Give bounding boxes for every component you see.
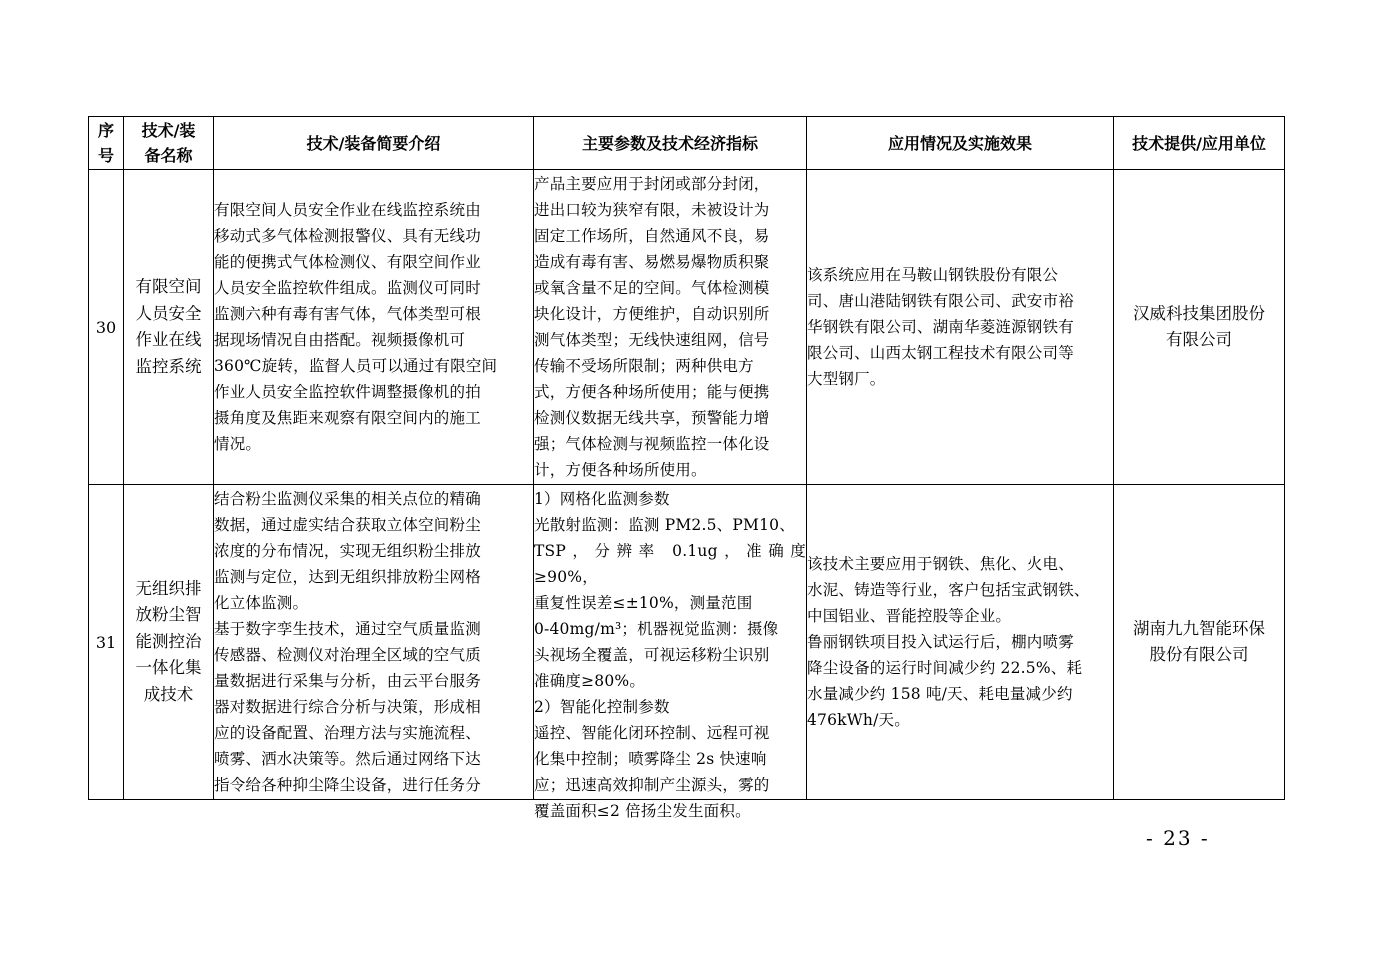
tech-name: 无组织排 放粉尘智 能测控治 一体化集 成技术 <box>124 485 214 800</box>
row-number: 31 <box>89 485 124 800</box>
tech-intro-cell <box>214 485 534 800</box>
page-number: - 23 - <box>1146 826 1210 850</box>
table-row <box>89 485 1285 800</box>
tech-application-cell <box>807 170 1114 485</box>
tech-provider: 湖南九九智能环保 股份有限公司 <box>1114 485 1285 800</box>
header-intro: 技术/装备简要介绍 <box>214 117 534 170</box>
tech-params-cell <box>534 170 807 485</box>
tech-application: 该技术主要应用于钢铁、焦化、火电、 水泥、铸造等行业，客户包括宝武钢铁、 中国铝业、晋能控股等企业。 鲁丽钢铁项目投入试运行后，棚内喷雾 降尘设备的运行时间减少约 22.5%、耗 水量减少约 158 吨/天、耗电量减少约 476kWh/天。 <box>807 555 1090 729</box>
table-row <box>89 170 1285 485</box>
header-params: 主要参数及技术经济指标 <box>534 117 807 170</box>
tech-intro: 结合粉尘监测仪采集的相关点位的精确 数据，通过虚实结合获取立体空间粉尘 浓度的分布情况，实现无组织粉尘排放 监测与定位，达到无组织排放粉尘网格 化立体监测。 基于数字孪生技术，通过空气质量监测 传感器、检测仪对治理全区域的空气质 量数据进行采集与分析，由云平台服务 器对数据进行综合分析与决策，形成相 应的设备配置、治理方法与实施流程、 喷雾、洒水决策等。然后通过网络下达 指令给各种抑尘降尘设备，进行任务分 <box>214 490 481 794</box>
tech-params-cell <box>534 485 807 820</box>
tech-name: 有限空间 人员安全 作业在线 监控系统 <box>124 170 214 485</box>
technology-table <box>88 116 1285 820</box>
header-name: 技术/装 备名称 <box>124 117 214 170</box>
tech-intro-cell <box>214 170 534 485</box>
header-index: 序 号 <box>89 117 124 170</box>
tech-provider: 汉威科技集团股份 有限公司 <box>1114 170 1285 485</box>
row-number: 30 <box>89 170 124 485</box>
table-header-row <box>89 117 1285 170</box>
tech-intro: 有限空间人员安全作业在线监控系统由 移动式多气体检测报警仪、具有无线功 能的便携式气体检测仪、有限空间作业 人员安全监控软件组成。监测仪可同时 监测六种有毒有害气体，气体类型可根 据现场情况自由搭配。视频摄像机可 360℃旋转，监督人员可以通过有限空间 作业人员安全监控软件调整摄像机的拍 摄角度及焦距来观察有限空间内的施工 情况。 <box>214 201 498 453</box>
header-provider: 技术提供/应用单位 <box>1114 117 1285 170</box>
tech-application: 该系统应用在马鞍山钢铁股份有限公 司、唐山港陆钢铁有限公司、武安市裕 华钢铁有限公司、湖南华菱涟源钢铁有 限公司、山西太钢工程技术有限公司等 大型钢厂。 <box>807 266 1074 388</box>
tech-application-cell <box>807 485 1114 800</box>
tech-params: 1）网格化监测参数 光散射监测：监测 PM2.5、PM10、 TSP，分辨率 0.1ug，准确度≥90%， 重复性误差≤±10%，测量范围 0-40mg/m³；机器视觉监测：摄像 头视场全覆盖，可视运移粉尘识别 准确度≥80%。 2）智能化控制参数 遥控、智能化闭环控制、远程可视 化集中控制；喷雾降尘 2s 快速响 应；迅速高效抑制产尘源头，雾的 覆盖面积≤2 倍扬尘发生面积。 <box>534 490 806 820</box>
tech-params: 产品主要应用于封闭或部分封闭， 进出口较为狭窄有限，未被设计为 固定工作场所，自然通风不良，易 造成有毒有害、易燃易爆物质积聚 或氧含量不足的空间。气体检测模 块化设计，方便维护，自动识别所 测气体类型；无线快速组网，信号 传输不受场所限制；两种供电方 式，方便各种场所使用；能与便携 检测仪数据无线共享，预警能力增 强；气体检测与视频监控一体化设 计，方便各种场所使用。 <box>534 175 770 479</box>
header-application: 应用情况及实施效果 <box>807 117 1114 170</box>
